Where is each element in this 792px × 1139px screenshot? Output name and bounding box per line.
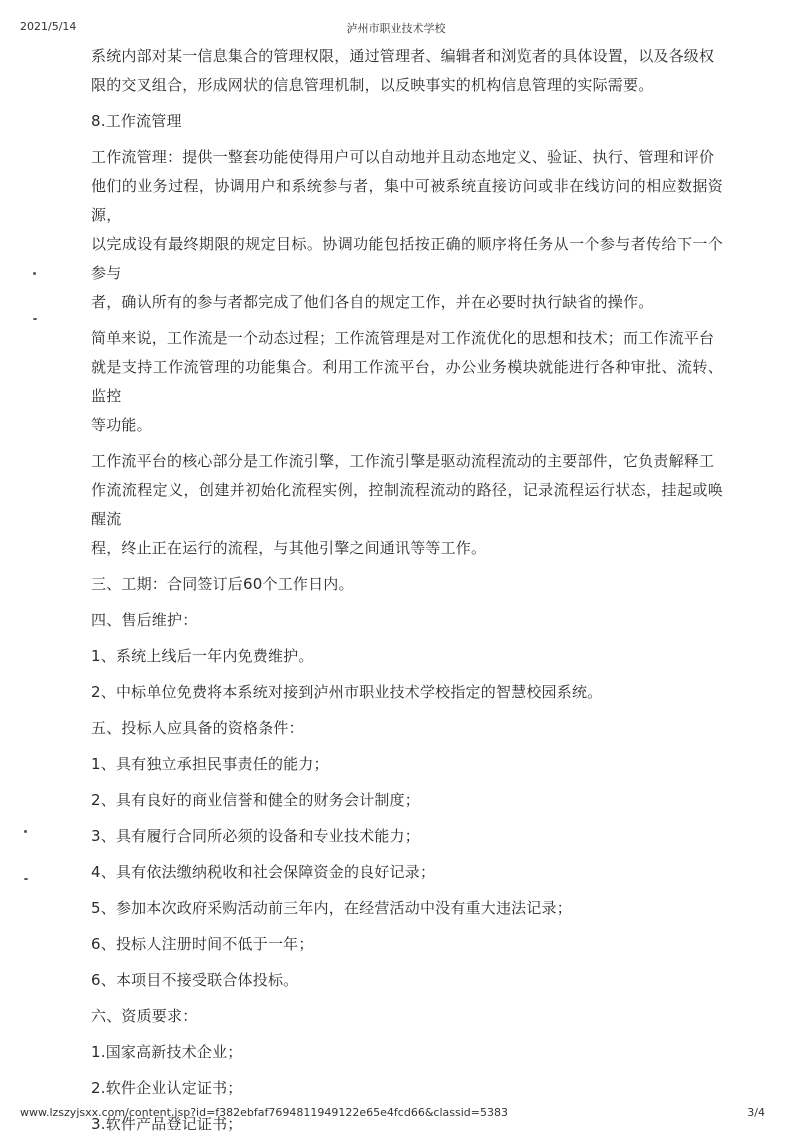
workflow-paragraph-1-line: 他们的业务过程，协调用户和系统参与者，集中可被系统直接访问或非在线访问的相应数据资源， (91, 177, 723, 224)
section-5-title: 五、投标人应具备的资格条件： (91, 719, 304, 737)
list-item: 1.国家高新技术企业； (91, 1043, 243, 1061)
page-number: 3/4 (747, 1106, 765, 1119)
scan-speck (24, 830, 27, 833)
list-item: 2、具有良好的商业信誉和健全的财务会计制度； (91, 791, 420, 809)
workflow-paragraph-2-line: 等功能。 (91, 416, 152, 434)
scan-speck (33, 272, 36, 275)
scan-speck (24, 878, 28, 880)
workflow-paragraph-3-line: 作流流程定义，创建并初始化流程实例，控制流程流动的路径，记录流程运行状态，挂起或唤醒流 (91, 481, 723, 528)
section-3-duration: 三、工期：合同签订后60个工作日内。 (91, 575, 354, 593)
list-item: 5、参加本次政府采购活动前三年内，在经营活动中没有重大违法记录； (91, 899, 572, 917)
list-item: 2、中标单位免费将本系统对接到泸州市职业技术学校指定的智慧校园系统。 (91, 683, 603, 701)
workflow-paragraph-3-line: 程，终止正在运行的流程，与其他引擎之间通讯等等工作。 (91, 539, 487, 557)
list-item: 3、具有履行合同所必须的设备和专业技术能力； (91, 827, 420, 845)
list-item: 4、具有依法缴纳税收和社会保障资金的良好记录； (91, 863, 436, 881)
page-url: www.lzszyjsxx.com/content.jsp?id=f382ebfaf7694811949122e65e4fcd66&classid=5383 (20, 1106, 508, 1119)
permission-paragraph-line: 系统内部对某一信息集合的管理权限，通过管理者、编辑者和浏览者的具体设置，以及各级权 (91, 47, 715, 65)
section-4-title: 四、售后维护： (91, 611, 198, 629)
list-item: 6、投标人注册时间不低于一年； (91, 935, 314, 953)
workflow-paragraph-1-line: 工作流管理：提供一整套功能使得用户可以自动地并且动态地定义、验证、执行、管理和评价 (91, 148, 715, 166)
list-item: 6、本项目不接受联合体投标。 (91, 971, 299, 989)
workflow-paragraph-1-line: 以完成设有最终期限的规定目标。协调功能包括按正确的顺序将任务从一个参与者传给下一个参与 (91, 235, 723, 282)
list-item: 3.软件产品登记证书； (91, 1115, 243, 1133)
scan-speck (33, 318, 37, 320)
page-header-title: 泸州市职业技术学校 (346, 22, 446, 35)
document-body (91, 42, 723, 1139)
print-date: 2021/5/14 (20, 20, 77, 33)
section-6-title: 六、资质要求： (91, 1007, 198, 1025)
workflow-paragraph-1-line: 者，确认所有的参与者都完成了他们各自的规定工作，并在必要时执行缺省的操作。 (91, 293, 654, 311)
section-8-title: 8.工作流管理 (91, 112, 182, 130)
list-item: 2.软件企业认定证书； (91, 1079, 243, 1097)
list-item: 1、系统上线后一年内免费维护。 (91, 647, 314, 665)
list-item: 1、具有独立承担民事责任的能力； (91, 755, 329, 773)
workflow-paragraph-3-line: 工作流平台的核心部分是工作流引擎，工作流引擎是驱动流程流动的主要部件，它负责解释工 (91, 452, 715, 470)
permission-paragraph-line: 限的交叉组合，形成网状的信息管理机制，以反映事实的机构信息管理的实际需要。 (91, 76, 654, 94)
workflow-paragraph-2-line: 就是支持工作流管理的功能集合。利用工作流平台，办公业务模块就能进行各种审批、流转、监控 (91, 358, 723, 405)
workflow-paragraph-2-line: 简单来说，工作流是一个动态过程；工作流管理是对工作流优化的思想和技术；而工作流平台 (91, 329, 715, 347)
